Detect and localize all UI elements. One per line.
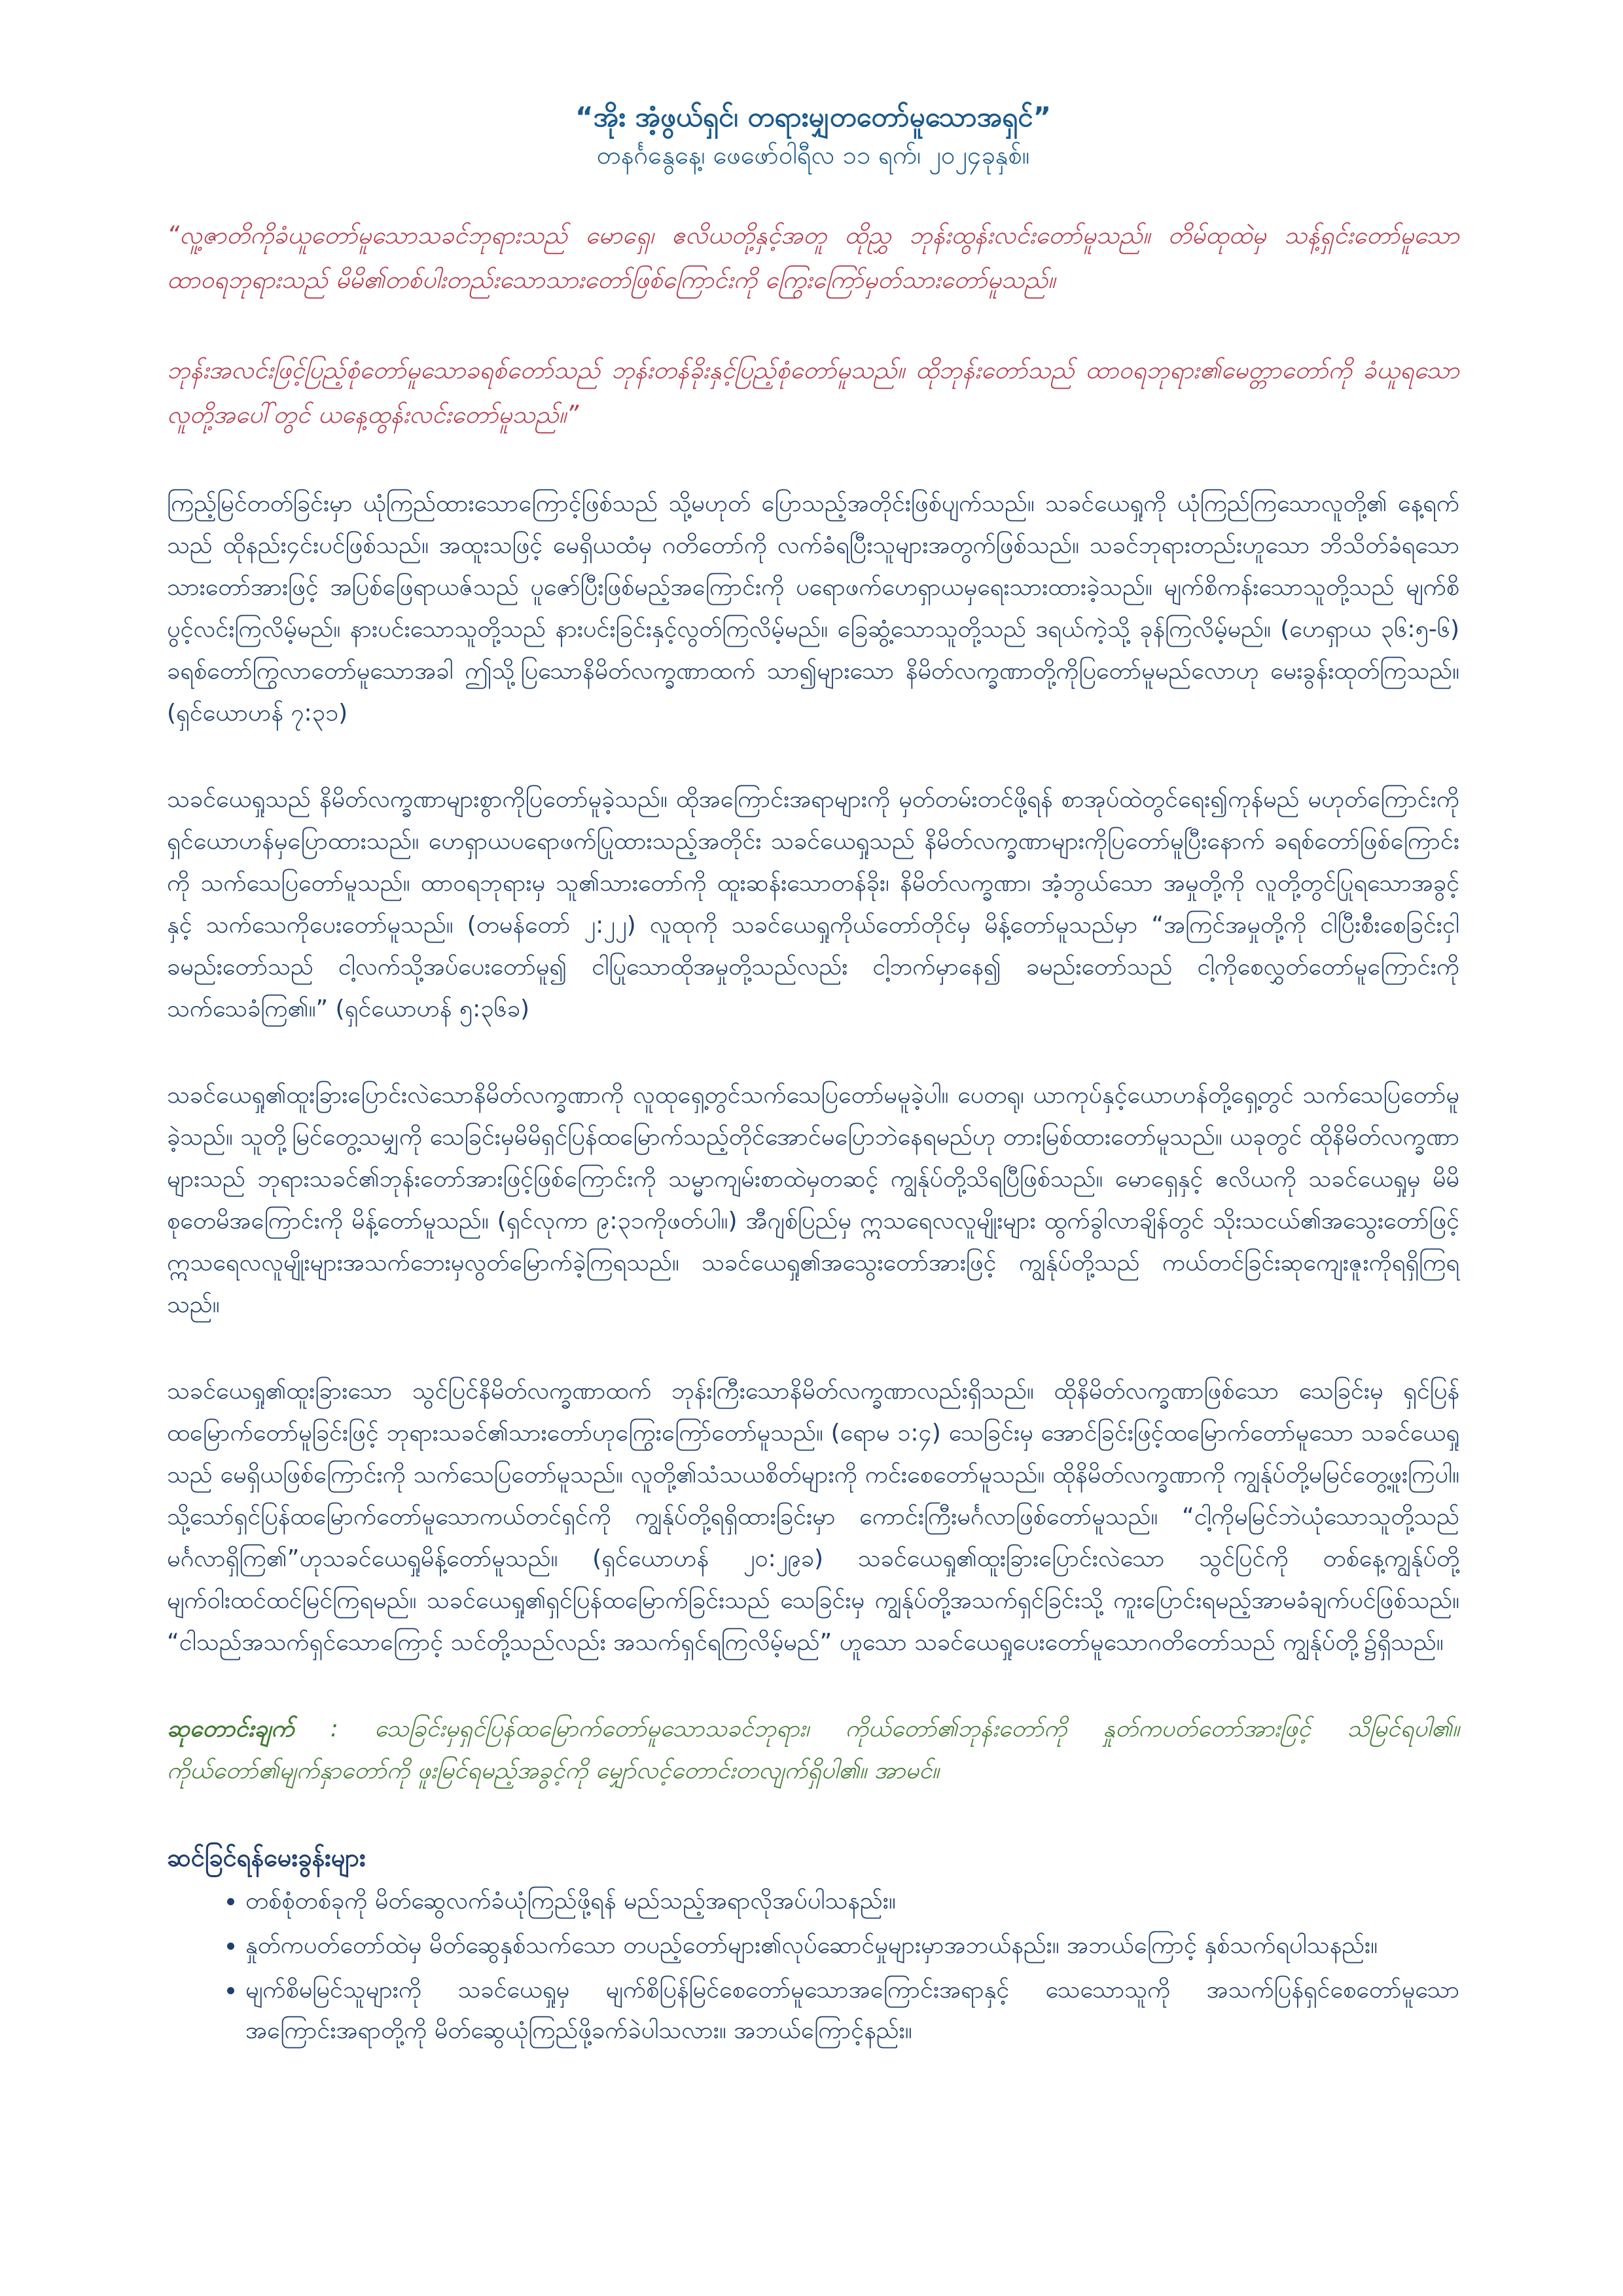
page-date: တနင်္ဂနွေနေ့၊ ဖေဖော်ဝါရီလ ၁၁ ရက်၊ ၂၀၂၄ခုနှစ်။ xyxy=(596,141,1030,170)
question-item: • မျက်စိမမြင်သူများကို သခင်ယေရှုမှ မျက်စိပြန်မြင်စေတော်မူသောအကြောင်းအရာနှင့် သေသောသူကို အသက်ပြန်ရှင်စေတော်မူသော အကြောင်းအရာတို့ကို မိတ်ဆွေယုံကြည်ဖို့ခက်ခဲပါသလား။ အဘယ်ကြောင့်နည်း။ xyxy=(245,1970,1459,2051)
prayer-separator: : xyxy=(294,1715,375,1742)
reflection-questions xyxy=(167,1838,1459,2051)
questions-heading: ဆင်ခြင်ရန်မေးခွန်းများ xyxy=(167,1843,366,1872)
scripture-quote xyxy=(167,213,1459,437)
quote-paragraph-1: “လူ့ဇာတိကိုခံယူတော်မူသောသခင်ဘုရားသည် မောရှေ၊ ဧလိယတို့နှင့်အတူ ထိုညွှ ဘုန်းထွန်းလင်းတော်မူသည်။ တိမ်ထုထဲမှ သန့်ရှင်းတော်မူသော ထာဝရဘုရားသည် မိမိ၏တစ်ပါးတည်းသောသားတော်ဖြစ်ကြောင်းကို ကြွေးကြော်မှတ်သားတော်မူသည်။ xyxy=(167,221,1459,294)
prayer-label: ဆုတောင်းချက် xyxy=(167,1715,294,1742)
body-text xyxy=(167,483,1459,1664)
questions-list xyxy=(167,1881,1459,2051)
prayer xyxy=(167,1708,1459,1792)
page xyxy=(167,92,1459,2055)
body-paragraph-3: သခင်ယေရှု၏ထူးခြားပြောင်းလဲသောနိမိတ်လက္ခဏာကို လူထုရှေ့တွင်သက်သေပြတော်မမူခဲ့ပါ။ ပေတရု၊ ယာကုပ်နှင့်ယောဟန်တို့ရှေ့တွင် သက်သေပြတော်မူခဲ့သည်။ သူတို့မြင်တွေ့သမျှကို သေခြင်းမှမိမိရှင်ပြန်ထမြောက်သည့်တိုင်အောင်မပြောဘဲနေရမည်ဟု တားမြစ်ထားတော်မူသည်။ ယခုတွင် ထိုနိမိတ်လက္ခဏာများသည် ဘုရားသခင်၏ဘုန်းတော်အားဖြင့်ဖြစ်ကြောင်းကို သမ္မာကျမ်းစာထဲမှတဆင့် ကျွန်ုပ်တို့သိရပြီဖြစ်သည်။ မောရှေနှင့် ဧလိယကို သခင်ယေရှုမှ မိမိစုတေမိအကြောင်းကို မိန့်တော်မူသည်။ (ရှင်လုကာ ၉:၃၁ကိုဖတ်ပါ။) အီဂျစ်ပြည်မှ ဣသရေလလူမျိုးများ ထွက်ခွါလာချိန်တွင် သိုးသငယ်၏အသွေးတော်ဖြင့် ဣသရေလလူမျိုးများအသက်ဘေးမှလွတ်မြောက်ခဲ့ကြရသည်။ သခင်ယေရှု၏အသွေးတော်အားဖြင့် ကျွန်ုပ်တို့သည် ကယ်တင်ခြင်းဆုကျေးဇူးကိုရရှိကြရသည်။ xyxy=(167,1082,1459,1318)
body-paragraph-2: သခင်ယေရှုသည် နိမိတ်လက္ခဏာများစွာကိုပြတော်မူခဲ့သည်။ ထိုအကြောင်းအရာများကို မှတ်တမ်းတင်ဖို့ရန် စာအုပ်ထဲတွင်ရေး၍ကုန်မည် မဟုတ်ကြောင်းကို ရှင်ယောဟန်မှပြောထားသည်။ ဟေရှာယပရောဖက်ပြုထားသည့်အတိုင်း သခင်ယေရှုသည် နိမိတ်လက္ခဏာများကိုပြတော်မူပြီးနောက် ခရစ်တော်ဖြစ်ကြောင်းကို သက်သေပြတော်မူသည်။ ထာဝရဘုရားမှ သူ၏သားတော်ကို ထူးဆန်းသောတန်ခိုး၊ နိမိတ်လက္ခဏာ၊ အံ့ဘွယ်သော အမှုတို့ကို လူတို့တွင်ပြုရသောအခွင့်နှင့် သက်သေကိုပေးတော်မူသည်။ (တမန်တော် ၂:၂၂) လူထုကို သခင်ယေရှုကိုယ်တော်တိုင်မှ မိန့်တော်မူသည်မှာ “အကြင်အမှုတို့ကို ငါပြီးစီးစေခြင်းငှါ ခမည်းတော်သည် ငါ့လက်သို့အပ်ပေးတော်မူ၍ ငါပြုသောထိုအမှုတို့သည်လည်း ငါ့ဘက်မှာနေ၍ ခမည်းတော်သည် ငါ့ကိုစေလွှတ်တော်မူကြောင်းကိုသက်သေခံကြ၏။” (ရှင်ယောဟန် ၅:၃၆ခ) xyxy=(167,786,1459,1022)
question-item: • နှုတ်ကပတ်တော်ထဲမှ မိတ်ဆွေနှစ်သက်သော တပည့်တော်များ၏လုပ်ဆောင်မှုများမှာအဘယ်နည်း။ အဘယ်ကြောင့် နှစ်သက်ရပါသနည်း။ xyxy=(245,1926,1459,1966)
prayer-text: သေခြင်းမှရှင်ပြန်ထမြောက်တော်မူသောသခင်ဘုရား၊ ကိုယ်တော်၏ဘုန်းတော်ကို နှုတ်ကပတ်တော်အားဖြင့် သိမြင်ရပါ၏။ ကိုယ်တော်၏မျက်နှာတော်ကို ဖူးမြင်ရမည့်အခွင့်ကို မျှော်လင့်တောင်းတလျက်ရှိပါ၏။ အာမင်။ xyxy=(167,1715,1459,1784)
body-paragraph-1: ကြည့်မြင်တတ်ခြင်းမှာ ယုံကြည်ထားသောကြောင့်ဖြစ်သည် သို့မဟုတ် ပြောသည့်အတိုင်းဖြစ်ပျက်သည်။ သခင်ယေရှုကို ယုံကြည်ကြသောလူတို့၏ နေ့ရက်သည် ထိုနည်း၄င်းပင်ဖြစ်သည်။ အထူးသဖြင့် မေရှိယထံမှ ဂတိတော်ကို လက်ခံရပြီးသူများအတွက်ဖြစ်သည်။ သခင်ဘုရားတည်းဟူသော ဘိသိတ်ခံရသောသားတော်အားဖြင့် အပြစ်ဖြေရာယဇ်သည် ပူဇော်ပြီးဖြစ်မည့်အကြောင်းကို ပရောဖက်ဟေရှာယမှရေးသားထားခဲ့သည်။ မျက်စိကန်းသောသူတို့သည် မျက်စိပွင့်လင်းကြလိမ့်မည်။ နားပင်းသောသူတို့သည် နားပင်းခြင်းနှင့်လွတ်ကြလိမ့်မည်။ ခြေဆွံ့သောသူတို့သည် ဒရယ်ကဲ့သို့ ခုန်ကြလိမ့်မည်။ (ဟေရှာယ ၃၆:၅-၆) ခရစ်တော်ကြွလာတော်မူသောအခါ ဤသို့ပြသောနိမိတ်လက္ခဏာထက် သာ၍များသော နိမိတ်လက္ခဏာတို့ကိုပြတော်မူမည်လောဟု မေးခွန်းထုတ်ကြသည်။ (ရှင်ယောဟန် ၇:၃၁) xyxy=(167,490,1459,726)
quote-paragraph-2: ဘုန်းအလင်းဖြင့်ပြည့်စုံတော်မူသောခရစ်တော်သည် ဘုန်းတန်ခိုးနှင့်ပြည့်စုံတော်မူသည်။ ထိုဘုန်းတော်သည် ထာဝရဘုရား၏မေတ္တာတော်ကို ခံယူရသောလူတို့အပေါ်တွင် ယနေ့ထွန်းလင်းတော်မူသည်။” xyxy=(167,356,1459,429)
body-paragraph-4: သခင်ယေရှု၏ထူးခြားသော သွင်ပြင်နိမိတ်လက္ခဏာထက် ဘုန်းကြီးသောနိမိတ်လက္ခဏာလည်းရှိသည်။ ထိုနိမိတ်လက္ခဏာဖြစ်သော သေခြင်းမှ ရှင်ပြန်ထမြောက်တော်မူခြင်းဖြင့် ဘုရားသခင်၏သားတော်ဟုကြွေးကြော်တော်မူသည်။ (ရောမ ၁:၄) သေခြင်းမှ အောင်ခြင်းဖြင့်ထမြောက်တော်မူသော သခင်ယေရှုသည် မေရှိယဖြစ်ကြောင်းကို သက်သေပြတော်မူသည်။ လူတို့၏သံသယစိတ်များကို ကင်းစေတော်မူသည်။ ထိုနိမိတ်လက္ခဏာကို ကျွန်ုပ်တို့မမြင်တွေ့ဖူးကြပါ။ သို့သော်ရှင်ပြန်ထမြောက်တော်မူသောကယ်တင်ရှင်ကို ကျွန်ုပ်တို့ရရှိထားခြင်းမှာ ကောင်းကြီးမင်္ဂလာဖြစ်တော်မူသည်။ “ငါ့ကိုမမြင်ဘဲယုံသောသူတို့သည် မင်္ဂလာရှိကြ၏”ဟုသခင်ယေရှုမိန့်တော်မူသည်။ (ရှင်ယောဟန် ၂၀:၂၉ခ) သခင်ယေရှု၏ထူးခြားပြောင်းလဲသော သွင်ပြင်ကို တစ်နေ့ကျွန်ုပ်တို့မျက်ဝါးထင်ထင်မြင်ကြရမည်။ သခင်ယေရှု၏ရှင်ပြန်ထမြောက်ခြင်းသည် သေခြင်းမှ ကျွန်ုပ်တို့အသက်ရှင်ခြင်းသို့ ကူးပြောင်းရမည့်အာမခံချက်ပင်ဖြစ်သည်။ “ငါသည်အသက်ရှင်သောကြောင့် သင်တို့သည်လည်း အသက်ရှင်ရကြလိမ့်မည်” ဟူသော သခင်ယေရှုပေးတော်မူသောဂတိတော်သည် ကျွန်ုပ်တို့၌ရှိသည်။ xyxy=(167,1378,1459,1656)
question-item: • တစ်စုံတစ်ခုကို မိတ်ဆွေလက်ခံယုံကြည်ဖို့ရန် မည်သည့်အရာလိုအပ်ပါသနည်း။ xyxy=(245,1881,1459,1922)
page-title: “အိုး အံ့ဖွယ်ရှင်၊ တရားမျှတတော်မူသောအရှင်” xyxy=(575,101,1052,133)
header xyxy=(167,98,1459,174)
